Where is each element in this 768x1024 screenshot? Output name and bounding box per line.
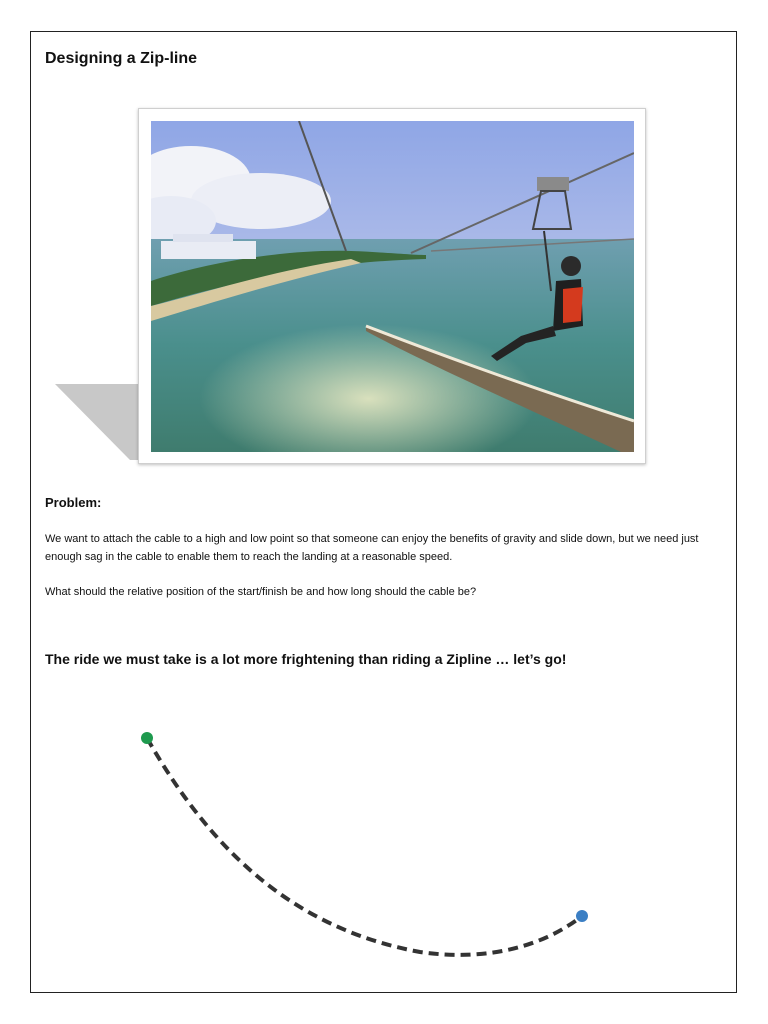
problem-paragraph: We want to attach the cable to a high and low point so that someone can enjoy the benefits of gravity and slide down, but we need just enough sag in the cable to enable them to reach the landing at a reasonable speed. (45, 533, 699, 563)
question-paragraph: What should the relative position of the start/finish be and how long should the cable be? (45, 586, 477, 598)
cable-curve (147, 738, 582, 955)
problem-heading: Problem: (45, 495, 102, 510)
end-point (576, 910, 588, 922)
page-title: Designing a Zip-line (45, 50, 198, 67)
start-point (141, 732, 153, 744)
callout-text: The ride we must take is a lot more frightening than riding a Zipline … let’s go! (45, 651, 567, 667)
